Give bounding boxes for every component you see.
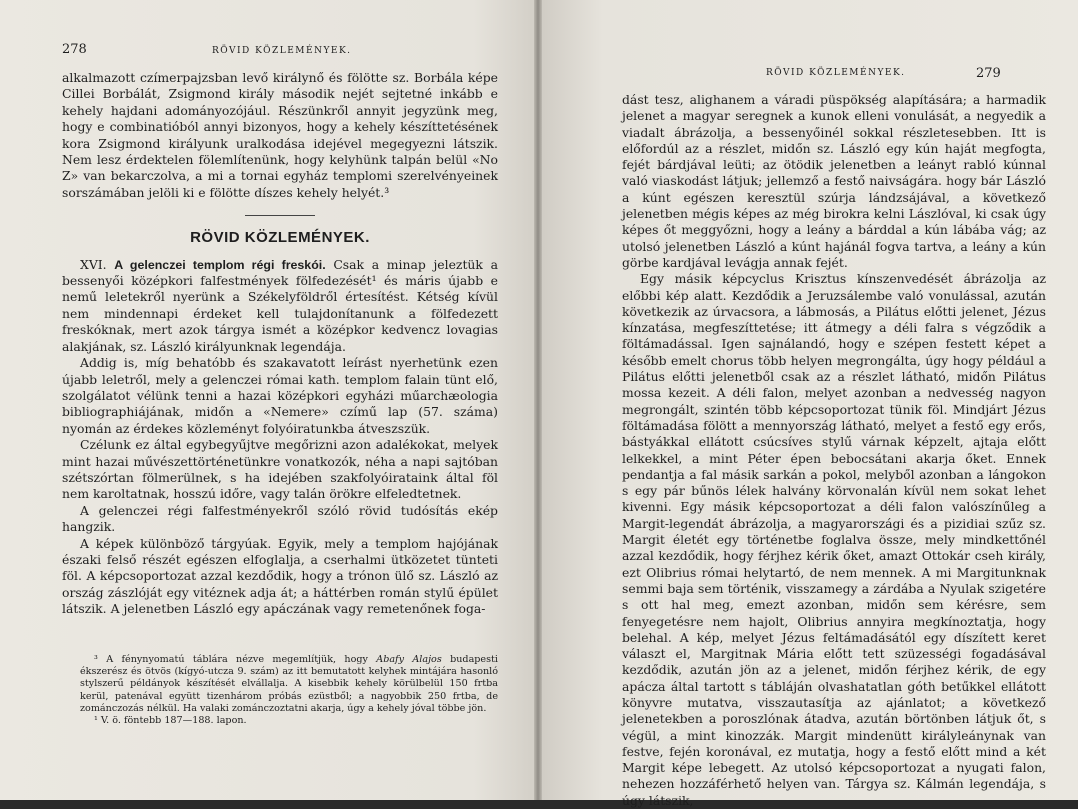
article-paragraph-1-text: Csak a minap jeleztük a bessenyői középkori falfestmények fölfedezését¹ és máris újabb e nemű leletekről nyerünk a Székelyföldről értesítést. Kétség kívül nem mindennapi érdeket kell tulajdonítanunk a fölfedezett freskóknak, mert azok tárgya ismét a középkor kedvencz lovagias alakjának, sz. László királyunknak legendája. [62,256,498,354]
right-body [622,92,1046,809]
article-paragraph-5: A képek különböző tárgyúak. Egyik, mely a templom hajójának északi felső részét egészen elfoglalja, a cserhalmi ütközetet tünteti föl. A képcsoportozat azzal kezdődik, hogy a trónon ülő sz. László az ország zászlóját egy vitéznek adja át; a háttérben román stylű épület látszik. A jelenetben László egy apáczának vagy remetenőnek foga- [62,535,498,617]
carryover-paragraph: alkalmazott czímerpajzsban levő királynő és fölötte sz. Borbála képe Cillei Borbálát, Zsigmond király második nejét sejtetné inkább e kehely hajdani adományozójául. Részünkről annyit jegyzünk meg, hogy e combinatióból annyi bizonyos, hogy a kehely készíttetésének kora Zsigmond királyunk uralkodása idejével megegyezni látszik. Nem lesz érdektelen fölemlítenünk, hogy kelyhünk talpán belül «No Z» van bekarczolva, a mi a tornai egyház templomi szerelvényeinek sorszámában jelöli ki e fölötte díszes kehely helyét.³ [62,70,498,200]
article-paragraph-3: Czélunk ez által egybegyűjtve megőrizni azon adalékokat, melyek mint hazai művészettörténetünkre vonatkozók, néha a napi sajtóban szétszórtan fölmerülnek, s ha idejében szakfolyóirataink által föl nem karoltatnak, hosszú időre, vagy talán örökre elfeledtetnek. [62,437,498,502]
left-page-number: 278 [62,42,87,57]
left-body [62,70,498,618]
section-divider [245,215,315,216]
right-running-head: RÖVID KÖZLEMÉNYEK. [766,68,906,78]
right-paragraph-2: Egy másik képcyclus Krisztus kínszenvedését ábrázolja az előbbi kép alatt. Kezdődik a Jeruzsálembe való vonulással, azután következik az úrvacsora, a lábmosás, a Pilátus előtti jelenet, Jézus kínzatása, megfeszíttetése; itt átmegy a déli falra s végződik a föltámadással. Igen sajnálandó, hogy e szépen festett képet a később emelt chorus több helyen megrongálta, úgy hogy például a Pilátus előtti jelenetből csak az a részlet látható, midőn Pilátus mossa kezeit. A déli falon, melyet azonban a nedvesség nagyon megrongált, szintén több képcsoportozat tünik föl. Mindjárt Jézus föltámadása fölött a mennyország látható, melyet a festő egy erős, bástyákkal ellátott csúcsíves stylű várnak képzelt, ajtaja előtt lelkekkel, a mint Péter épen bebocsátani akarja őket. Ennek pendantja a fal másik sarkán a pokol, melyből azonban a lángokon s egy pár bűnös lélek halvány körvonalán kívül nem sokat lehet kivenni. Egy másik képcsoportozat a déli falon valószínűleg a Margit-legendát ábrázolja, a magyarországi és a pizidiai szűz sz. Margit életét egy történetbe foglalva össze, mely mindkettőnél azzal kezdődik, hogy férjhez kérik őket, amazt Ottokár cseh király, ezt Olibrius római helytartó, de nem mennek. A mi Margitunknak semmi baja sem történik, visszamegy a zárdába a Nyulak szigetére s ott hal meg, emezt azonban, midőn sem kérésre, sem fenyegetésre nem hajolt, Olibrius annyira megkínoztatja, hogy belehal. A kép, melyet Jézus feltámadásától egy díszített keret választ el, Margitnak Mária előtt tett szüzességi fogadásával kezdődik, azután jön az a jelenet, midőn férjhez kérik, de egy apácza által tartott s tábláján olvashatatlan góth betűkkel ellátott könyvre mutatva, visszautasítja az ajánlatot; a következő jelenetekben a poroszlónak átadva, azután börtönben látjuk őt, s végül, a mint kinozzák. Margit mindenütt királyleánynak van festve, fején koronával, ez mutatja, hogy a festő előtt mind a két Margit képe lebegett. Az utolsó képcsoportozat a nyugati falon, nehezen hozzáférhető helyen van. Tárgya sz. Kálmán legendája, s úgy látszik, [622,271,1046,808]
footnote-1 [80,654,498,715]
footnote-1-post: budapesti ékszerész és ötvös (kígyó-utcza 9. szám) az itt bemutatott kelyhek mintájára hasonló stylszerű példányok készítését elvállalja. A kisebbik kehely körülbelül 150 frtba kerül, patenával együtt tizenhárom próbás ezüstből; a nagyobbik 250 frtba, de zománczozás nélkül. Ha valaki zománczoztatni akarja, úgy a kehely jóval többe jön. [80,654,498,714]
right-page [538,0,1078,808]
left-footnotes [80,654,498,727]
book-gutter [534,0,542,800]
right-page-number: 279 [976,66,1001,81]
article-number: XVI. [80,256,107,272]
footnote-1-pre: ³ A fénynyomatú táblára nézve megemlítjük, hogy [94,654,368,665]
left-running-head: RÖVID KÖZLEMÉNYEK. [212,46,352,56]
article-paragraph-4: A gelenczei régi falfestményekről szóló rövid tudósítás ekép hangzik. [62,502,498,535]
article-title: A gelenczei templom régi freskói. [114,257,326,272]
left-page [0,0,538,800]
footnote-2: ¹ V. ö. föntebb 187—188. lapon. [94,715,247,727]
section-title: RÖVID KÖZLEMÉNYEK. [190,229,370,247]
right-paragraph-1: dást tesz, alighanem a váradi püspökség alapítására; a harmadik jelenet a magyar seregnek a kunok elleni vonulását, a negyedik a viadalt ábrázolja, a bessenyőinél sokkal részletesebben. Itt is előfordúl az a részlet, midőn sz. László egy kún haját megfogta, fejét bárdjával leüti; az ötödik jelenetben a leányt rabló kúnnal való viaskodást látjuk; jellemző a festő naivságára. hogy bár László a kúnt egészen keresztül szúrja lándzsájával, a következő jelenetben mégis képes az még birokra kelni Lászlóval, ki csak úgy képes őt meggyőzni, hogy a leány a bárddal a kún lábába vág; az utolsó jelenetben László a kúnt hajánál fogva tartva, a leány a kún görbe kardjával levágja annak fejét. [622,92,1046,270]
article-paragraph-1 [62,257,498,355]
footnote-1-name: Abafy Alajos [376,654,442,665]
article-paragraph-2: Addig is, míg behatóbb és szakavatott leírást nyerhetünk ezen újabb leletről, mely a gelenczei római kath. templom falain tünt elő, szolgálatot vélünk tenni a hazai középkori egyházi műarchæologia bibliographiájának, midőn a «Nemere» czímű lap (57. száma) nyomán az érdekes közleményt folyóiratunkba átveszszük. [62,355,498,436]
